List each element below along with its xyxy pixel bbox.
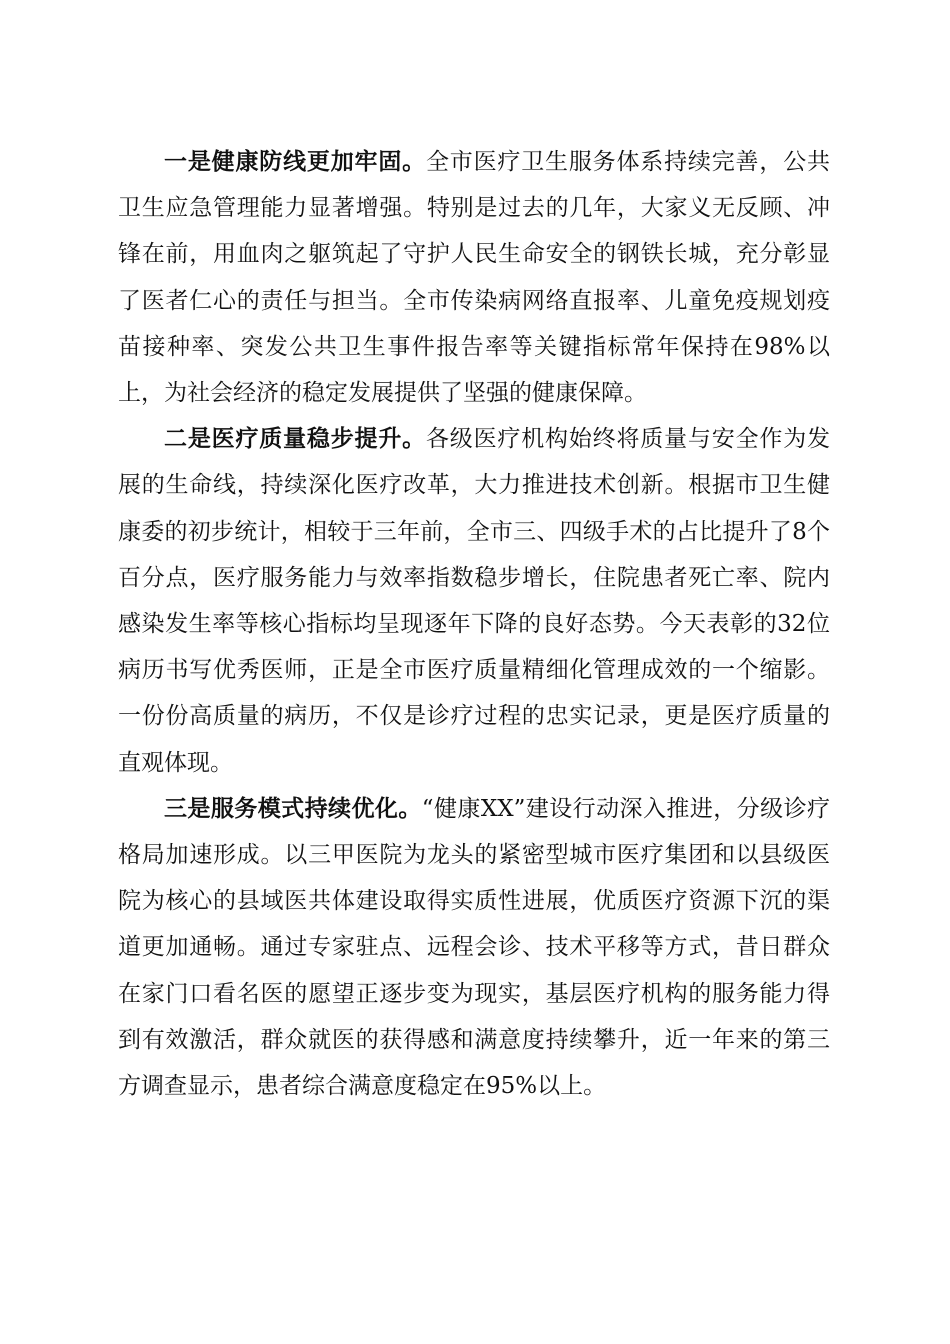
paragraph-medical-quality [118, 416, 830, 786]
paragraph-lead: 二是医疗质量稳步提升。 [164, 425, 426, 453]
paragraph-text: 各级医疗机构始终将质量与安全作为发展的生命线，持续深化医疗改革，大力推进技术创新。根据市卫生健康委的初步统计，相较于三年前，全市三、四级手术的占比提升了8个百分点，医疗服务能力与效率指数稳步增长，住院患者死亡率、院内感染发生率等核心指标均呈现逐年下降的良好态势。今天表彰的32位病历书写优秀医师，正是全市医疗质量精细化管理成效的一个缩影。一份份高质量的病历，不仅是诊疗过程的忠实记录，更是医疗质量的直观体现。 [118, 426, 831, 776]
paragraph-text: “健康XX”建设行动深入推进，分级诊疗格局加速形成。以三甲医院为龙头的紧密型城市医疗集团和以县级医院为核心的县域医共体建设取得实质性进展，优质医疗资源下沉的渠道更加通畅。通过专家驻点、远程会诊、技术平移等方式，昔日群众在家门口看名医的愿望正逐步变为现实，基层医疗机构的服务能力得到有效激活，群众就医的获得感和满意度持续攀升，近一年来的第三方调查显示，患者综合满意度稳定在95%以上。 [118, 795, 830, 1100]
document-body [118, 139, 830, 1109]
paragraph-lead: 一是健康防线更加牢固。 [164, 148, 426, 175]
paragraph-text: 全市医疗卫生服务体系持续完善，公共卫生应急管理能力显著增强。特别是过去的几年，大家义无反顾、冲锋在前，用血肉之躯筑起了守护人民生命安全的钢铁长城，充分彰显了医者仁心的责任与担当。全市传染病网络直报率、儿童免疫规划疫苗接种率、突发公共卫生事件报告率等关键指标常年保持在98%以上，为社会经济的稳定发展提供了坚强的健康保障。 [118, 149, 831, 407]
paragraph-service-model [118, 786, 830, 1109]
paragraph-health-defense [118, 139, 830, 416]
paragraph-lead: 三是服务模式持续优化。 [164, 794, 422, 822]
